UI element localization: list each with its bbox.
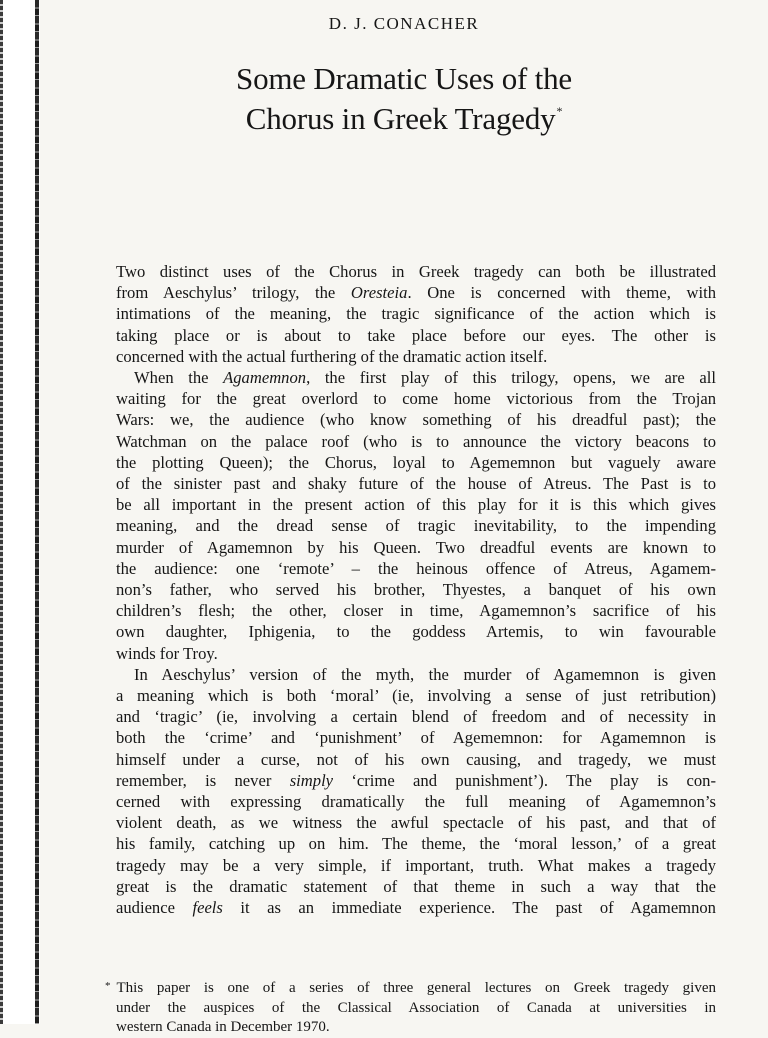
body-text-line xyxy=(116,643,716,664)
text-segment: from Aeschylus’ trilogy, the xyxy=(116,283,351,303)
author-name: D. J. CONACHER xyxy=(328,14,480,33)
text-segment: and ‘tragic’ (ie, involving a certain blend of freedom and of necessity in xyxy=(116,707,716,727)
title-line-2: Chorus in Greek Tragedy xyxy=(245,101,556,136)
text-segment: great is the dramatic statement of that theme in such a way that the xyxy=(116,876,716,896)
body-text-line xyxy=(116,727,716,748)
body-text-line xyxy=(116,452,716,473)
text-segment: When the xyxy=(134,368,224,388)
body-text-line xyxy=(116,749,716,770)
footnote xyxy=(105,977,716,1038)
text-segment: . One is concerned with theme, with xyxy=(407,283,716,303)
body-text-line xyxy=(116,303,716,324)
text-segment: ‘crime and punishment’). The play is con- xyxy=(333,770,716,790)
italic-text: Oresteia xyxy=(350,283,408,303)
text-segment: Two distinct uses of the Chorus in Greek tragedy can both be illustrated xyxy=(116,262,716,281)
text-segment: In Aeschylus’ version of the myth, the murder of Agamemnon is given xyxy=(134,664,716,684)
text-segment: it as an immediate experience. The past of Agamemnon xyxy=(222,898,716,918)
body-text-line xyxy=(116,855,716,876)
body-text-line xyxy=(116,409,716,430)
italic-text: feels xyxy=(192,898,223,918)
text-segment: the audience: one ‘remote’ – the heinous offence of Atreus, Agamem- xyxy=(116,558,716,578)
binding-shadow xyxy=(0,0,3,1024)
body-text-line xyxy=(116,812,716,833)
body-text-line xyxy=(116,282,716,303)
body-text-line xyxy=(116,494,716,515)
text-segment: himself under a curse, not of his own causing, and tragedy, we must xyxy=(116,749,716,769)
page-binding-edge xyxy=(0,0,40,1024)
body-text-line xyxy=(116,876,716,897)
body-text-line xyxy=(116,431,716,452)
text-segment: waiting for the great overlord to come home victorious from the Trojan xyxy=(116,389,716,409)
body-text-line xyxy=(116,897,716,918)
text-segment: children’s flesh; the other, closer in time, Agamemnon’s sacrifice of his xyxy=(116,601,716,621)
text-segment: of the sinister past and shaky future of the house of Atreus. The Past is to xyxy=(116,474,716,494)
text-segment: non’s father, who served his brother, Thyestes, a banquet of his own xyxy=(116,580,716,600)
body-text-line xyxy=(116,515,716,536)
body-text-line xyxy=(116,600,716,621)
text-segment: audience xyxy=(116,898,193,918)
text-segment: own daughter, Iphigenia, to the goddess Artemis, to win favourable xyxy=(116,622,716,642)
text-segment: his family, catching up on him. The theme, the ‘moral lesson,’ of a great xyxy=(116,834,716,854)
body-text-line xyxy=(116,770,716,791)
binding-gutter-line xyxy=(35,0,39,1024)
text-segment: both the ‘crime’ and ‘punishment’ of Agememnon: for Agamemnon is xyxy=(116,728,716,748)
body-text-line xyxy=(116,706,716,727)
body-text-line xyxy=(116,664,716,685)
article-body xyxy=(116,261,716,918)
text-segment: Wars: we, the audience (who know something of his dreadful past); the xyxy=(116,410,716,430)
footnote-text: western Canada in December 1970. xyxy=(116,1019,330,1035)
text-segment: concerned with the actual furthering of the dramatic action itself. xyxy=(116,346,548,366)
text-segment: murder of Agamemnon by his Queen. Two dreadful events are known to xyxy=(116,537,716,557)
text-segment: be all important in the present action of this play for it is this which gives xyxy=(116,495,716,515)
italic-text: simply xyxy=(289,770,334,790)
italic-text: Agamemnon xyxy=(223,368,307,388)
footnote-line xyxy=(105,977,716,999)
footnote-line xyxy=(116,1018,716,1038)
text-segment: cerned with expressing dramatically the full meaning of Agamemnon’s xyxy=(116,792,716,812)
text-segment: , the first play of this trilogy, opens, we are all xyxy=(306,368,716,388)
footnote-text: under the auspices of the Classical Association of Canada at universities in xyxy=(116,999,716,1016)
body-text-line xyxy=(116,621,716,642)
body-text-line xyxy=(116,388,716,409)
body-text-line xyxy=(116,473,716,494)
body-text-line xyxy=(116,791,716,812)
footnote-text: This paper is one of a series of three general lectures on Greek tragedy given xyxy=(116,980,716,996)
body-text-line xyxy=(116,579,716,600)
text-segment: violent death, as we witness the awful spectacle of his past, and that of xyxy=(116,813,716,833)
text-segment: winds for Troy. xyxy=(116,643,218,663)
body-text-line xyxy=(116,558,716,579)
text-segment: intimations of the meaning, the tragic significance of the action which is xyxy=(116,304,716,324)
body-text-line xyxy=(116,833,716,854)
body-text-line xyxy=(116,367,716,388)
body-text-line xyxy=(116,537,716,558)
text-segment: tragedy may be a very simple, if important, truth. What makes a tragedy xyxy=(116,855,716,875)
footnote-marker: * xyxy=(105,980,111,992)
body-text-line xyxy=(116,325,716,346)
text-segment: meaning, and the dread sense of tragic inevitability, to the impending xyxy=(116,516,716,536)
text-segment: the plotting Queen); the Chorus, loyal to Agememnon but vaguely aware xyxy=(116,452,716,472)
footnote-line xyxy=(116,999,716,1019)
text-segment: taking place or is about to take place before our eyes. The other is xyxy=(116,325,716,345)
article-title xyxy=(40,62,768,135)
text-segment: remember, is never xyxy=(116,770,290,790)
body-text-line xyxy=(116,346,716,367)
text-segment: Watchman on the palace roof (who is to announce the victory beacons to xyxy=(116,431,716,451)
body-text-line xyxy=(116,261,716,282)
title-footnote-marker: * xyxy=(556,104,563,118)
text-segment: a meaning which is both ‘moral’ (ie, involving a sense of just retribution) xyxy=(116,686,716,706)
body-text-line xyxy=(116,685,716,706)
title-line-1: Some Dramatic Uses of the xyxy=(236,61,572,96)
